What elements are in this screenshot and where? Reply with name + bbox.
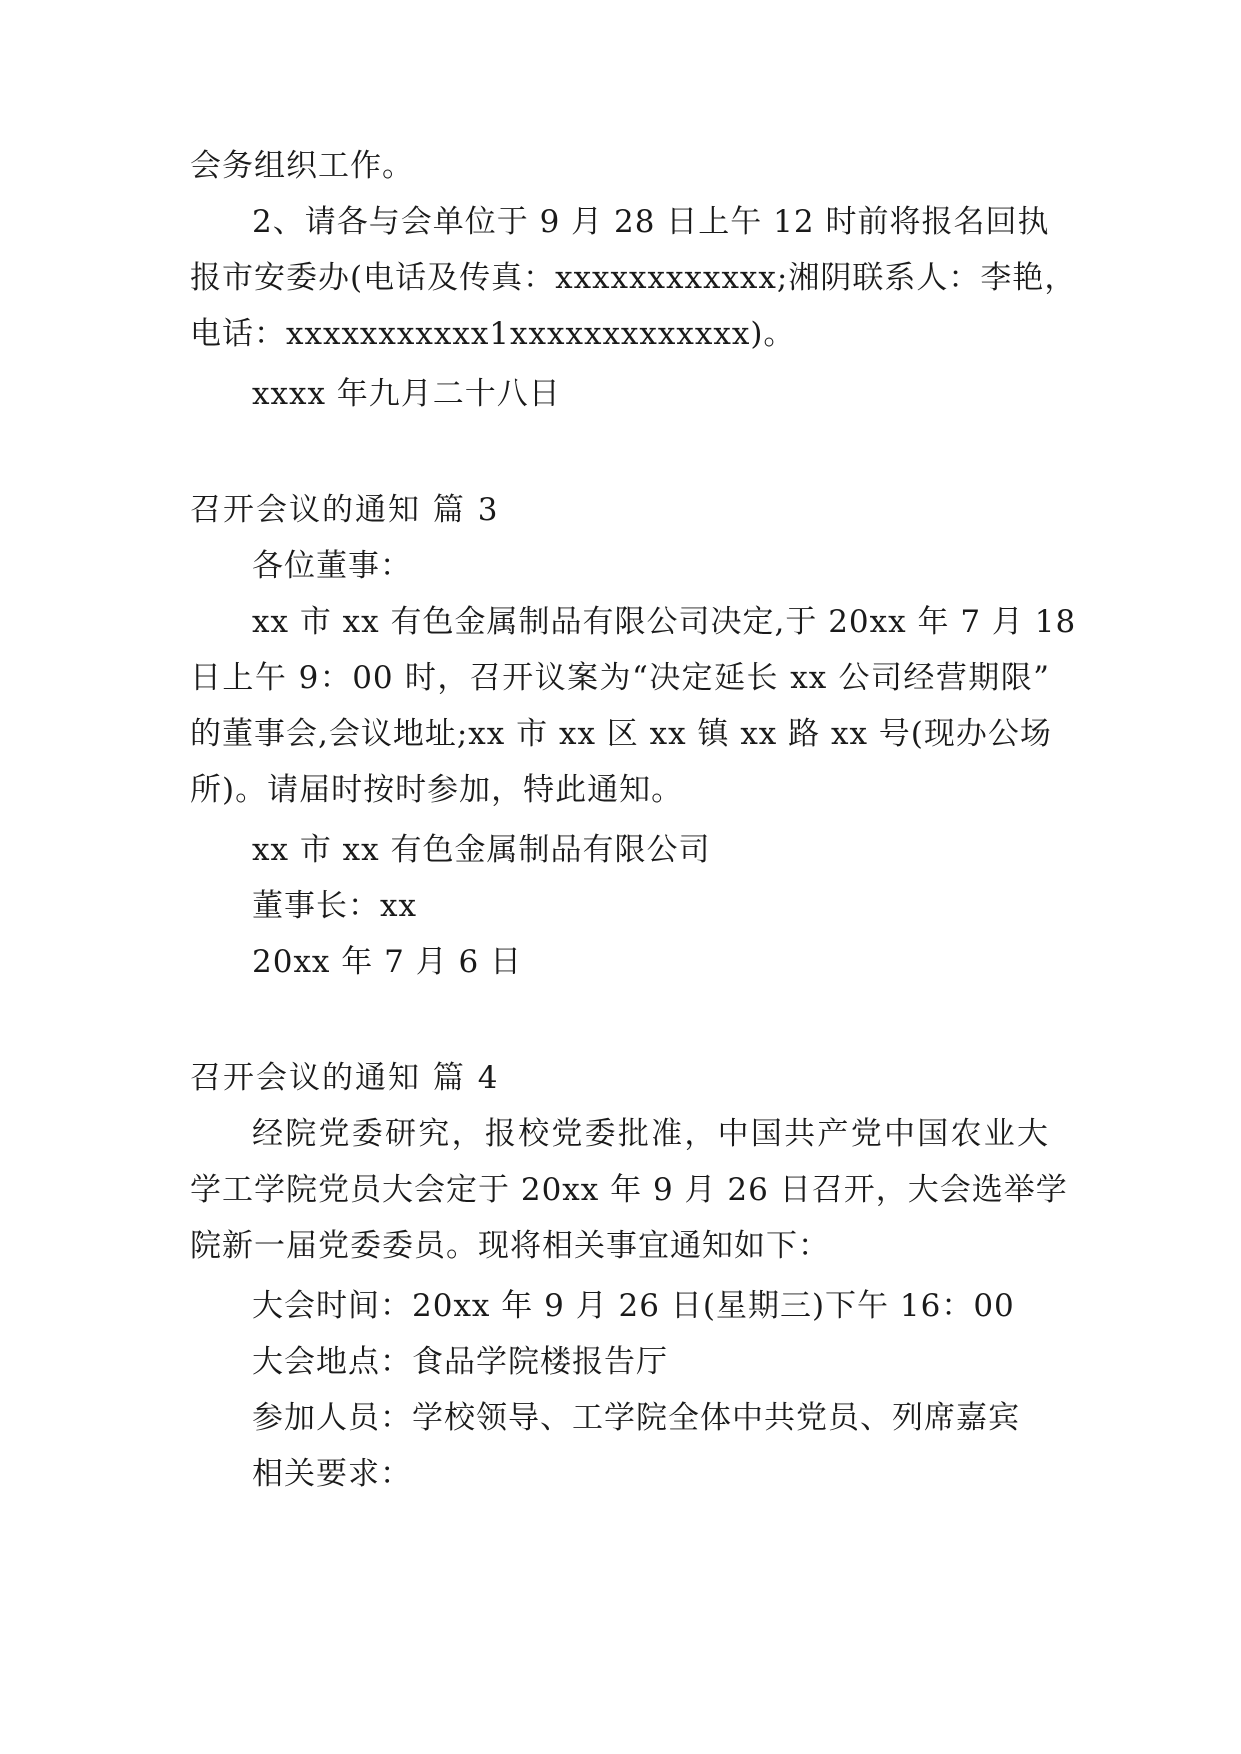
paragraph-line: 学工学院党员大会定于 20xx 年 9 月 26 日召开，大会选举学 <box>190 1172 1068 1208</box>
paragraph-line: 院新一届党委委员。现将相关事宜通知如下： <box>190 1228 830 1264</box>
paragraph-line: 所)。请届时按时参加，特此通知。 <box>190 772 684 808</box>
paragraph-line: 的董事会,会议地址;xx 市 xx 区 xx 镇 xx 路 xx 号(现办公场 <box>190 716 1052 752</box>
meeting-attendees: 参加人员：学校领导、工学院全体中共党员、列席嘉宾 <box>252 1400 1020 1436</box>
date-line: 20xx 年 7 月 6 日 <box>252 944 523 980</box>
paragraph-line: 报市安委办(电话及传真：xxxxxxxxxxxx;湘阴联系人：李艳， <box>190 260 1077 296</box>
meeting-time: 大会时间：20xx 年 9 月 26 日(星期三)下午 16：00 <box>252 1288 1015 1324</box>
date-line: xxxx 年九月二十八日 <box>252 376 561 412</box>
salutation: 各位董事： <box>252 548 412 584</box>
paragraph-line: 电话：xxxxxxxxxxx1xxxxxxxxxxxxx)。 <box>190 316 796 352</box>
paragraph-line: xx 市 xx 有色金属制品有限公司决定,于 20xx 年 7 月 18 <box>252 604 1077 640</box>
paragraph-line: 会务组织工作。 <box>190 148 414 184</box>
meeting-location: 大会地点：食品学院楼报告厅 <box>252 1344 668 1380</box>
paragraph-line: 经院党委研究，报校党委批准，中国共产党中国农业大 <box>252 1116 1049 1152</box>
signature-company: xx 市 xx 有色金属制品有限公司 <box>252 832 711 868</box>
section-heading: 召开会议的通知 篇 3 <box>190 492 500 528</box>
signature-chairman: 董事长：xx <box>252 888 417 924</box>
paragraph-line: 日上午 9：00 时，召开议案为“决定延长 xx 公司经营期限” <box>190 660 1050 696</box>
meeting-requirements: 相关要求： <box>252 1456 412 1492</box>
paragraph-line: 2、请各与会单位于 9 月 28 日上午 12 时前将报名回执 <box>252 204 1050 240</box>
section-heading: 召开会议的通知 篇 4 <box>190 1060 500 1096</box>
